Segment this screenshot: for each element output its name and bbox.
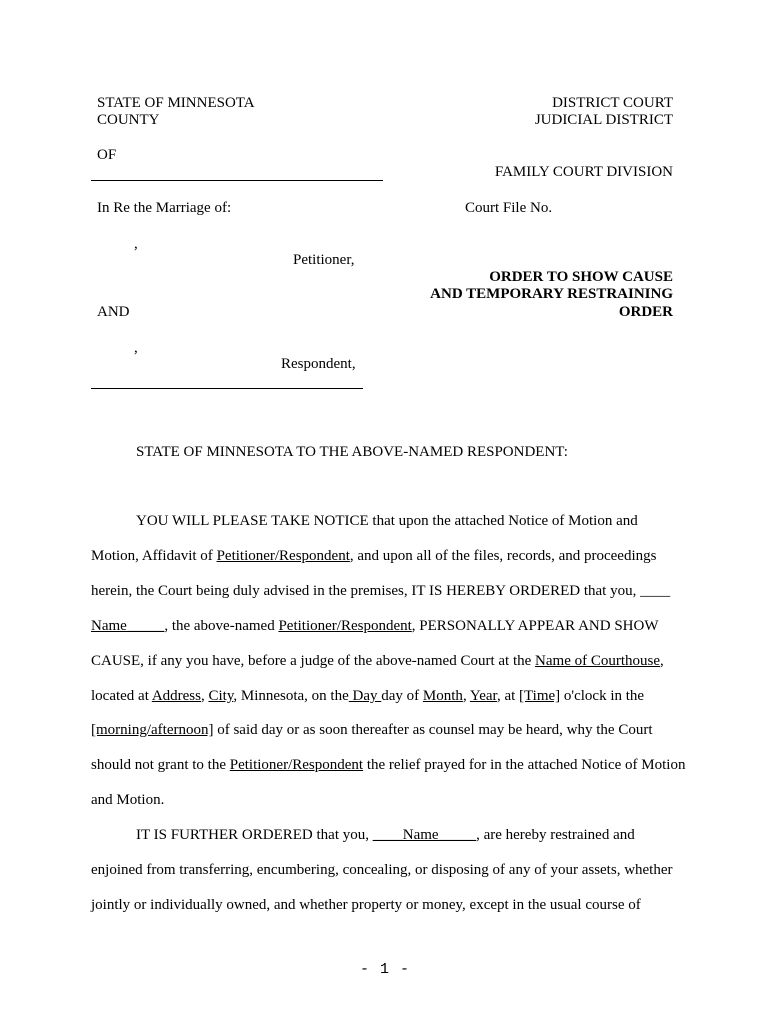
caption-petitioner: Petitioner,: [293, 252, 355, 268]
field-petitioner-respondent: Petitioner/Respondent: [229, 757, 364, 773]
field-time: [Time]: [519, 688, 561, 704]
body-line: and Motion.: [91, 792, 165, 808]
body-line: located at Address, City, Minnesota, on the Day day of Month, Year, at [Time] o'clock in the: [91, 688, 645, 704]
body-line: herein, the Court being duly advised in the premises, IT IS HEREBY ORDERED that you, ____: [91, 583, 671, 599]
field-morning-afternoon: [morning/afternoon]: [91, 722, 214, 738]
body-line: CAUSE, if any you have, before a judge of the above-named Court at the Name of Courthouse,: [91, 653, 664, 669]
body-line: should not grant to the Petitioner/Respondent the relief prayed for in the attached Notice of Motion: [91, 757, 686, 773]
field-month: Month: [422, 688, 463, 704]
body-line: [morning/afternoon] of said day or as soon thereafter as counsel may be heard, why the Court: [91, 722, 653, 738]
body-line: YOU WILL PLEASE TAKE NOTICE that upon the attached Notice of Motion and: [136, 513, 638, 529]
caption-court: DISTRICT COURT: [552, 95, 673, 111]
body-line: IT IS FURTHER ORDERED that you, ____Name_____, are hereby restrained and: [136, 827, 635, 843]
caption-comma-respondent: ,: [134, 340, 138, 356]
field-city: City: [208, 688, 234, 704]
caption-of: OF: [97, 147, 117, 163]
caption-comma-petitioner: ,: [134, 236, 138, 252]
field-name: Name_____: [91, 618, 165, 634]
field-day: Day: [348, 688, 382, 704]
page-number: - 1 -: [359, 961, 410, 978]
caption-county: COUNTY: [97, 112, 160, 128]
caption-respondent: Respondent,: [281, 356, 356, 372]
body-line: Name_____, the above-named Petitioner/Respondent, PERSONALLY APPEAR AND SHOW: [91, 618, 659, 634]
field-courthouse: Name of Courthouse: [535, 653, 661, 669]
caption-division: FAMILY COURT DIVISION: [494, 164, 673, 180]
body-line: jointly or individually owned, and whether property or money, except in the usual course of: [91, 897, 641, 913]
caption-in-re: In Re the Marriage of:: [97, 200, 232, 216]
caption-rule-bottom: [91, 388, 363, 389]
body-line: enjoined from transferring, encumbering, concealing, or disposing of any of your assets, whether: [91, 862, 673, 878]
field-address: Address: [151, 688, 201, 704]
field-petitioner-respondent: Petitioner/Respondent: [216, 548, 350, 564]
field-year: Year: [469, 688, 497, 704]
caption-rule-top: [91, 180, 383, 181]
salutation: STATE OF MINNESOTA TO THE ABOVE-NAMED RESPONDENT:: [136, 444, 568, 460]
document-title-line1: ORDER TO SHOW CAUSE: [489, 269, 673, 285]
document-title-line3: ORDER: [618, 304, 673, 320]
document-title-line2: AND TEMPORARY RESTRAINING: [430, 286, 673, 302]
field-name: ____Name_____: [372, 827, 477, 843]
caption-court-file: Court File No.: [465, 200, 553, 216]
caption-and: AND: [97, 304, 130, 320]
body-line: Motion, Affidavit of Petitioner/Respondent, and upon all of the files, records, and proceedings: [91, 548, 657, 564]
caption-district: JUDICIAL DISTRICT: [534, 112, 673, 128]
caption-state: STATE OF MINNESOTA: [97, 95, 255, 111]
field-petitioner-respondent: Petitioner/Respondent: [278, 618, 412, 634]
